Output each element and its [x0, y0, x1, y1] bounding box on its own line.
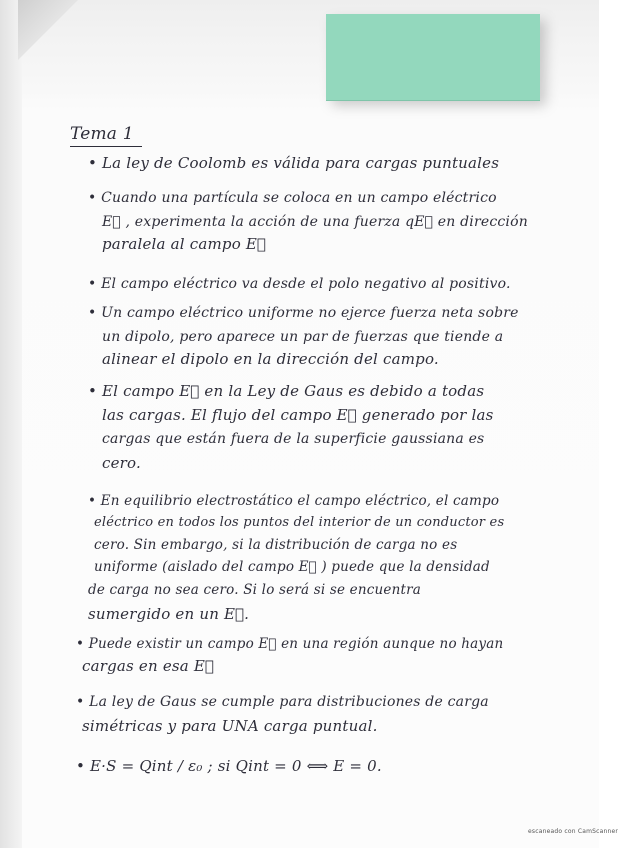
note-line: • Cuando una partícula se coloca en un campo eléctrico	[88, 190, 497, 206]
note-line: • El campo E⃗ en la Ley de Gaus es debido a todas	[88, 382, 485, 400]
note-line: • La ley de Coolomb es válida para cargas puntuales	[88, 154, 500, 172]
note-line: E⃗ , experimenta la acción de una fuerza qE⃗ en dirección	[102, 214, 528, 230]
note-line: uniforme (aislado del campo E⃗ ) puede que la densidad	[94, 559, 490, 575]
title-underline	[70, 146, 142, 147]
scanner-stamp: escaneado con CamScanner	[528, 828, 618, 835]
note-line: cargas que están fuera de la superficie gaussiana es	[102, 431, 485, 447]
note-line: • Puede existir un campo E⃗ en una región aunque no hayan	[76, 636, 504, 652]
notes-title: Tema 1	[70, 124, 134, 144]
note-line: • La ley de Gaus se cumple para distribuciones de carga	[76, 694, 489, 710]
note-line: sumergido en un E⃗.	[88, 605, 250, 623]
note-line: eléctrico en todos los puntos del interior de un conductor es	[94, 515, 505, 530]
note-line: cero.	[102, 454, 141, 472]
note-line: paralela al campo E⃗	[102, 235, 267, 253]
note-line: de carga no sea cero. Si lo será si se encuentra	[88, 582, 422, 598]
note-line: simétricas y para UNA carga puntual.	[82, 717, 378, 735]
note-line: cargas en esa E⃗	[82, 657, 215, 675]
note-line: las cargas. El flujo del campo E⃗ generado por las	[102, 406, 494, 424]
note-line: • En equilibrio electrostático el campo eléctrico, el campo	[88, 493, 500, 509]
note-line: un dipolo, pero aparece un par de fuerzas que tiende a	[102, 329, 504, 345]
note-line: alinear el dipolo en la dirección del campo.	[102, 350, 439, 368]
note-line: cero. Sin embargo, si la distribución de carga no es	[94, 537, 458, 553]
note-line: • Un campo eléctrico uniforme no ejerce fuerza neta sobre	[88, 305, 519, 321]
note-line: • El campo eléctrico va desde el polo negativo al positivo.	[88, 276, 511, 292]
note-line: • E·S = Qint / ε₀ ; si Qint = 0 ⟺ E = 0.	[76, 757, 382, 775]
